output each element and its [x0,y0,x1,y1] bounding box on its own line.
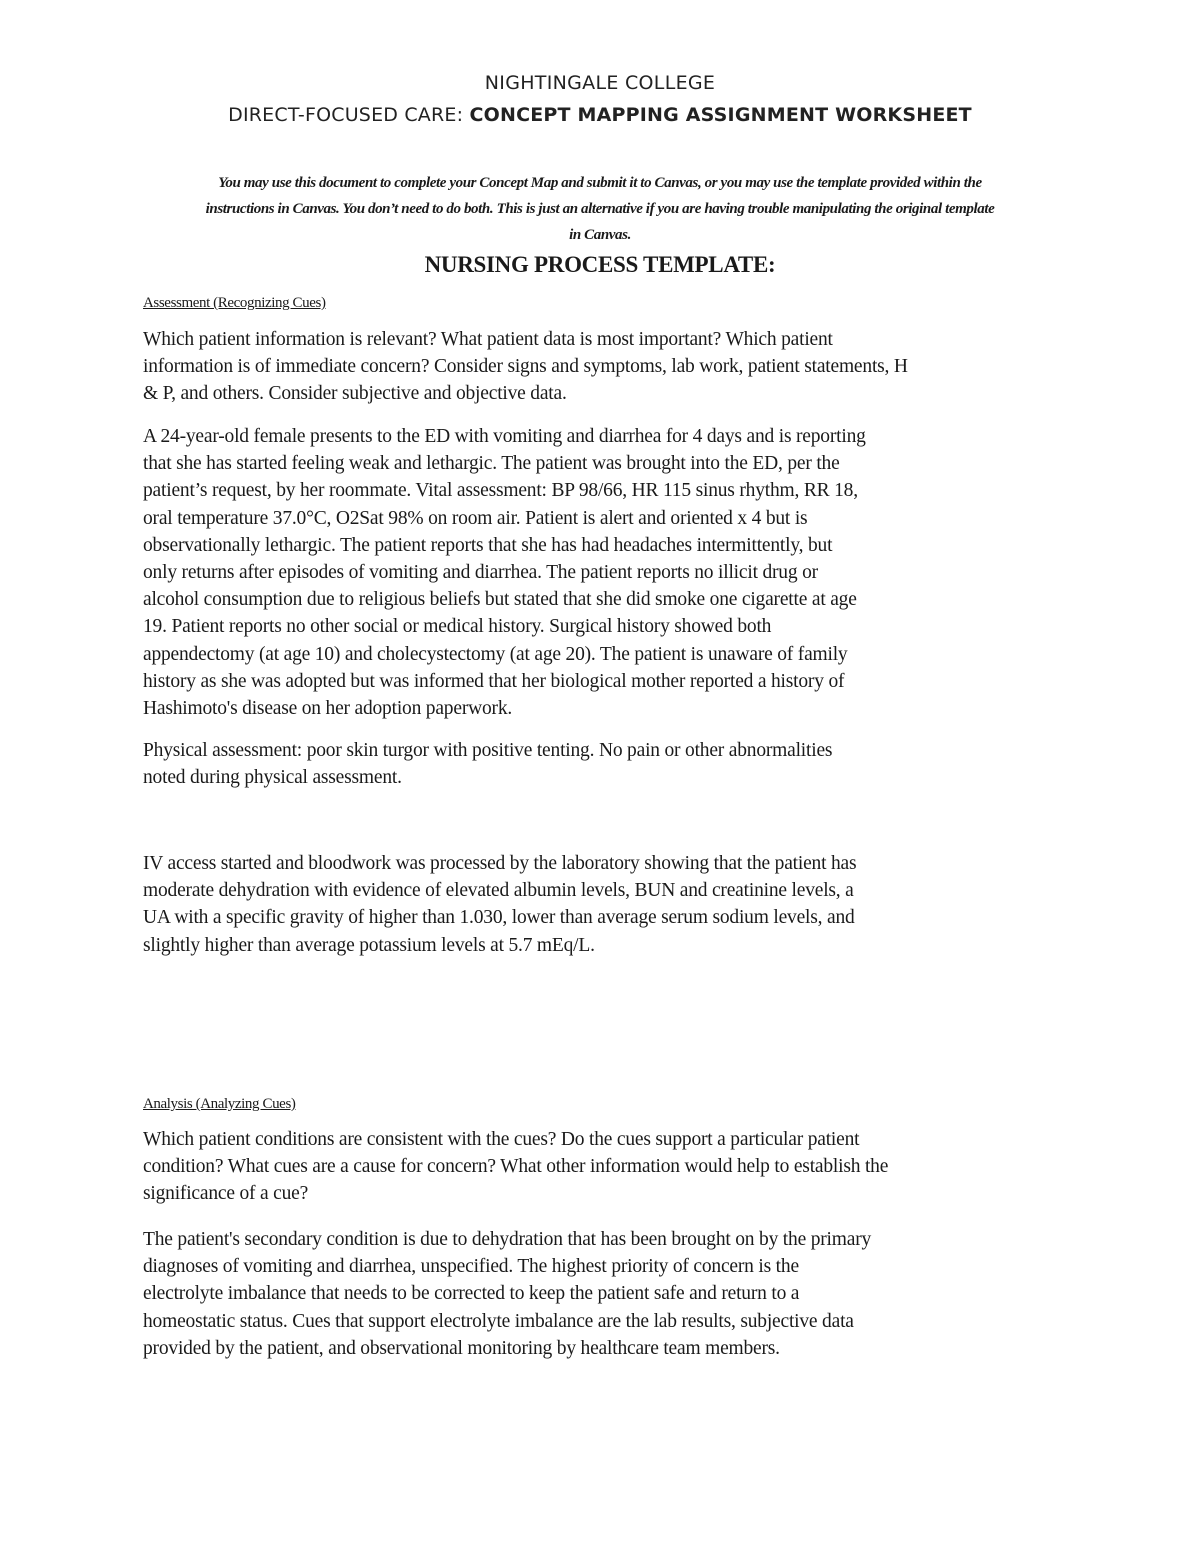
subtitle-bold: CONCEPT MAPPING ASSIGNMENT WORKSHEET [469,104,972,126]
answer-line: The patient's secondary condition is due to dehydration that has been brought on by the primary [143,1229,872,1250]
lab-line: slightly higher than average potassium levels at 5.7 mEq/L. [143,934,595,956]
case-line: only returns after episodes of vomiting and diarrhea. The patient reports no illicit drug or [143,562,818,584]
prompt-line: & P, and others. Consider subjective and objective data. [143,383,567,405]
assessment-prompt [143,326,1058,408]
analysis-answer [143,1226,1058,1362]
case-line: 19. Patient reports no other social or medical history. Surgical history showed both [143,616,772,638]
case-line: that she has started feeling weak and lethargic. The patient was brought into the ED, per the [143,453,840,475]
case-line: oral temperature 37.0°C, O2Sat 98% on room air. Patient is alert and oriented x 4 but is [143,507,808,529]
prompt-line: significance of a cue? [143,1183,309,1205]
analysis-prompt [143,1126,1058,1208]
intro-line: instructions in Canvas. You don’t need to do both. This is just an alternative if you are having trouble manipulating the original template [205,201,995,217]
answer-line: provided by the patient, and observational monitoring by healthcare team members. [143,1337,780,1359]
assessment-heading: Assessment (Recognizing Cues) [143,295,326,311]
case-line: A 24-year-old female presents to the ED with vomiting and diarrhea for 4 days and is reporting [143,426,866,447]
case-line: observationally lethargic. The patient reports that she has had headaches intermittently, but [143,534,833,556]
case-line: Hashimoto's disease on her adoption paperwork. [143,698,513,720]
answer-line: homeostatic status. Cues that support electrolyte imbalance are the lab results, subjective data [143,1310,854,1332]
answer-line: electrolyte imbalance that needs to be corrected to keep the patient safe and return to a [143,1283,800,1305]
prompt-line: condition? What cues are a cause for concern? What other information would help to establish the [143,1156,889,1178]
case-line: patient’s request, by her roommate. Vital assessment: BP 98/66, HR 115 sinus rhythm, RR 18, [143,480,858,502]
prompt-line: Which patient conditions are consistent with the cues? Do the cues support a particular patient [143,1129,860,1150]
case-line: history as she was adopted but was informed that her biological mother reported a history of [143,670,845,692]
lab-results [143,850,1058,959]
lab-line: UA with a specific gravity of higher than 1.030, lower than average serum sodium levels, and [143,907,855,929]
intro-line: You may use this document to complete your Concept Map and submit it to Canvas, or you may use the template provided within the [218,175,982,191]
case-line: appendectomy (at age 10) and cholecystectomy (at age 20). The patient is unaware of family [143,643,848,665]
prompt-line: information is of immediate concern? Consider signs and symptoms, lab work, patient statements, H [143,356,908,378]
lab-line: moderate dehydration with evidence of elevated albumin levels, BUN and creatinine levels, a [143,880,854,902]
physical-assessment [143,737,1058,791]
answer-line: diagnoses of vomiting and diarrhea, unspecified. The highest priority of concern is the [143,1256,799,1278]
case-line: alcohol consumption due to religious beliefs but stated that she did smoke one cigarette at age [143,589,857,611]
college-name: NIGHTINGALE COLLEGE [484,72,716,94]
analysis-heading: Analysis (Analyzing Cues) [143,1096,296,1112]
subtitle-prefix: DIRECT-FOCUSED CARE: [228,104,470,126]
template-title: NURSING PROCESS TEMPLATE: [424,252,776,277]
intro-line: in Canvas. [569,227,631,243]
lab-line: IV access started and bloodwork was processed by the laboratory showing that the patient has [143,853,857,874]
physical-line: Physical assessment: poor skin turgor with positive tenting. No pain or other abnormalities [143,740,833,761]
prompt-line: Which patient information is relevant? What patient data is most important? Which patient [143,329,833,350]
physical-line: noted during physical assessment. [143,767,402,789]
worksheet-subtitle [0,104,1200,126]
intro-note [140,170,1060,248]
case-description [143,423,1058,722]
